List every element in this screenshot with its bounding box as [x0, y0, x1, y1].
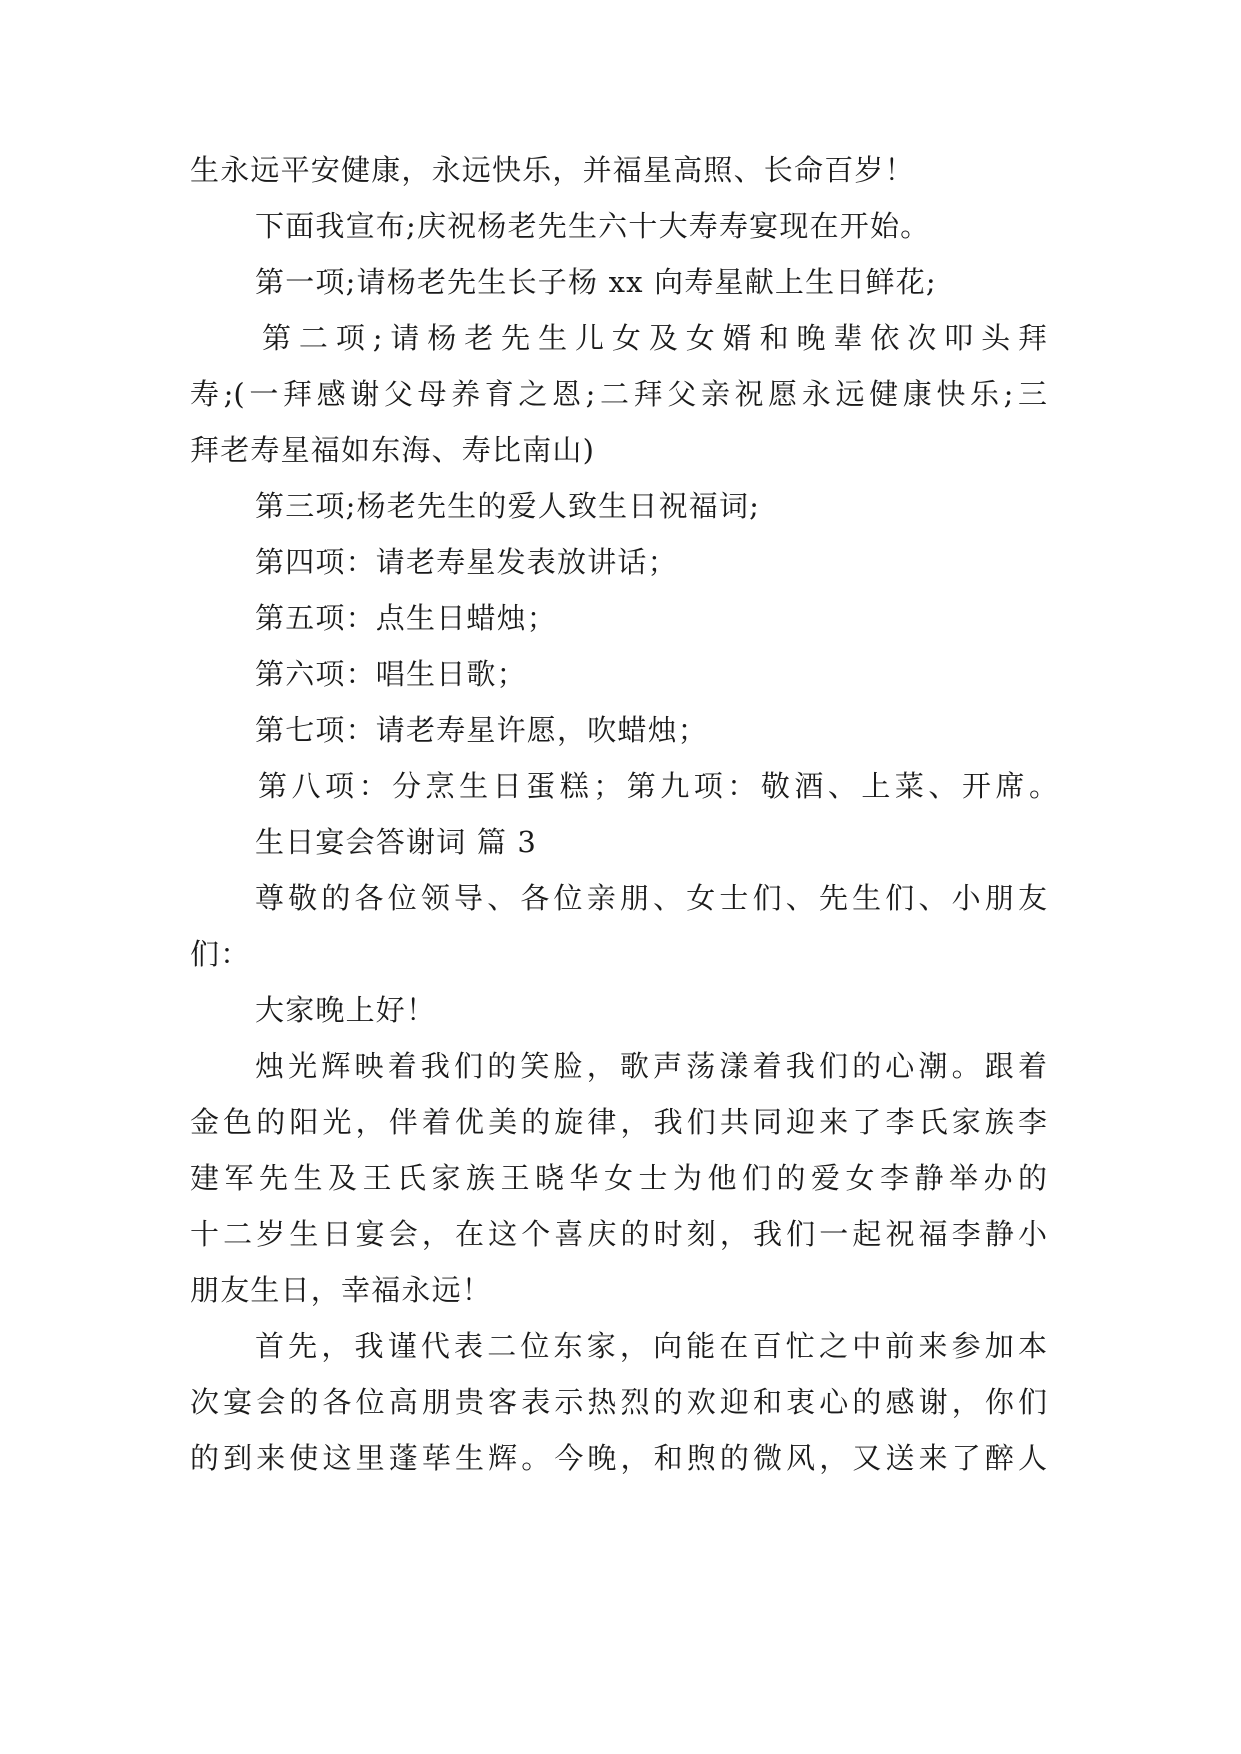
- text-line: 的到来使这里蓬荜生辉。今晚，和煦的微风，又送来了醉人: [190, 1441, 1047, 1475]
- text-line: 拜老寿星福如东海、寿比南山): [190, 433, 596, 467]
- text-line: 金色的阳光，伴着优美的旋律，我们共同迎来了李氏家族李: [190, 1105, 1047, 1139]
- text-line: 朋友生日，幸福永远！: [190, 1273, 493, 1307]
- text-line: 们：: [190, 937, 251, 971]
- text-line: 第三项;杨老先生的爱人致生日祝福词;: [255, 489, 761, 523]
- text-line: 十二岁生日宴会，在这个喜庆的时刻，我们一起祝福李静小: [190, 1217, 1047, 1251]
- text-line: 次宴会的各位高朋贵客表示热烈的欢迎和衷心的感谢，你们: [190, 1385, 1047, 1419]
- text-line: 烛光辉映着我们的笑脸，歌声荡漾着我们的心潮。跟着: [255, 1049, 1047, 1083]
- text-line: 第六项：唱生日歌；: [255, 657, 527, 691]
- text-line: 首先，我谨代表二位东家，向能在百忙之中前来参加本: [255, 1329, 1047, 1363]
- section-heading: 生日宴会答谢词 篇 3: [255, 825, 538, 859]
- text-line: 第七项：请老寿星许愿，吹蜡烛；: [255, 713, 709, 747]
- text-line: 第二项;请杨老先生儿女及女婿和晚辈依次叩头拜: [262, 321, 1047, 355]
- text-line: 建军先生及王氏家族王晓华女士为他们的爱女李静举办的: [190, 1161, 1047, 1195]
- text-line: 第八项：分烹生日蛋糕；第九项：敬酒、上菜、开席。: [258, 769, 1058, 803]
- text-line: 下面我宣布;庆祝杨老先生六十大寿寿宴现在开始。: [255, 209, 931, 243]
- text-line: 寿;(一拜感谢父母养育之恩;二拜父亲祝愿永远健康快乐;三: [190, 377, 1047, 411]
- text-line: 第五项：点生日蜡烛；: [255, 601, 558, 635]
- text-line: 大家晚上好！: [255, 993, 437, 1027]
- text-line: 尊敬的各位领导、各位亲朋、女士们、先生们、小朋友: [255, 881, 1047, 915]
- text-line: 生永远平安健康，永远快乐，并福星高照、长命百岁！: [190, 153, 915, 187]
- text-line: 第四项：请老寿星发表放讲话；: [255, 545, 678, 579]
- text-line: 第一项;请杨老先生长子杨 xx 向寿星献上生日鲜花;: [255, 265, 937, 299]
